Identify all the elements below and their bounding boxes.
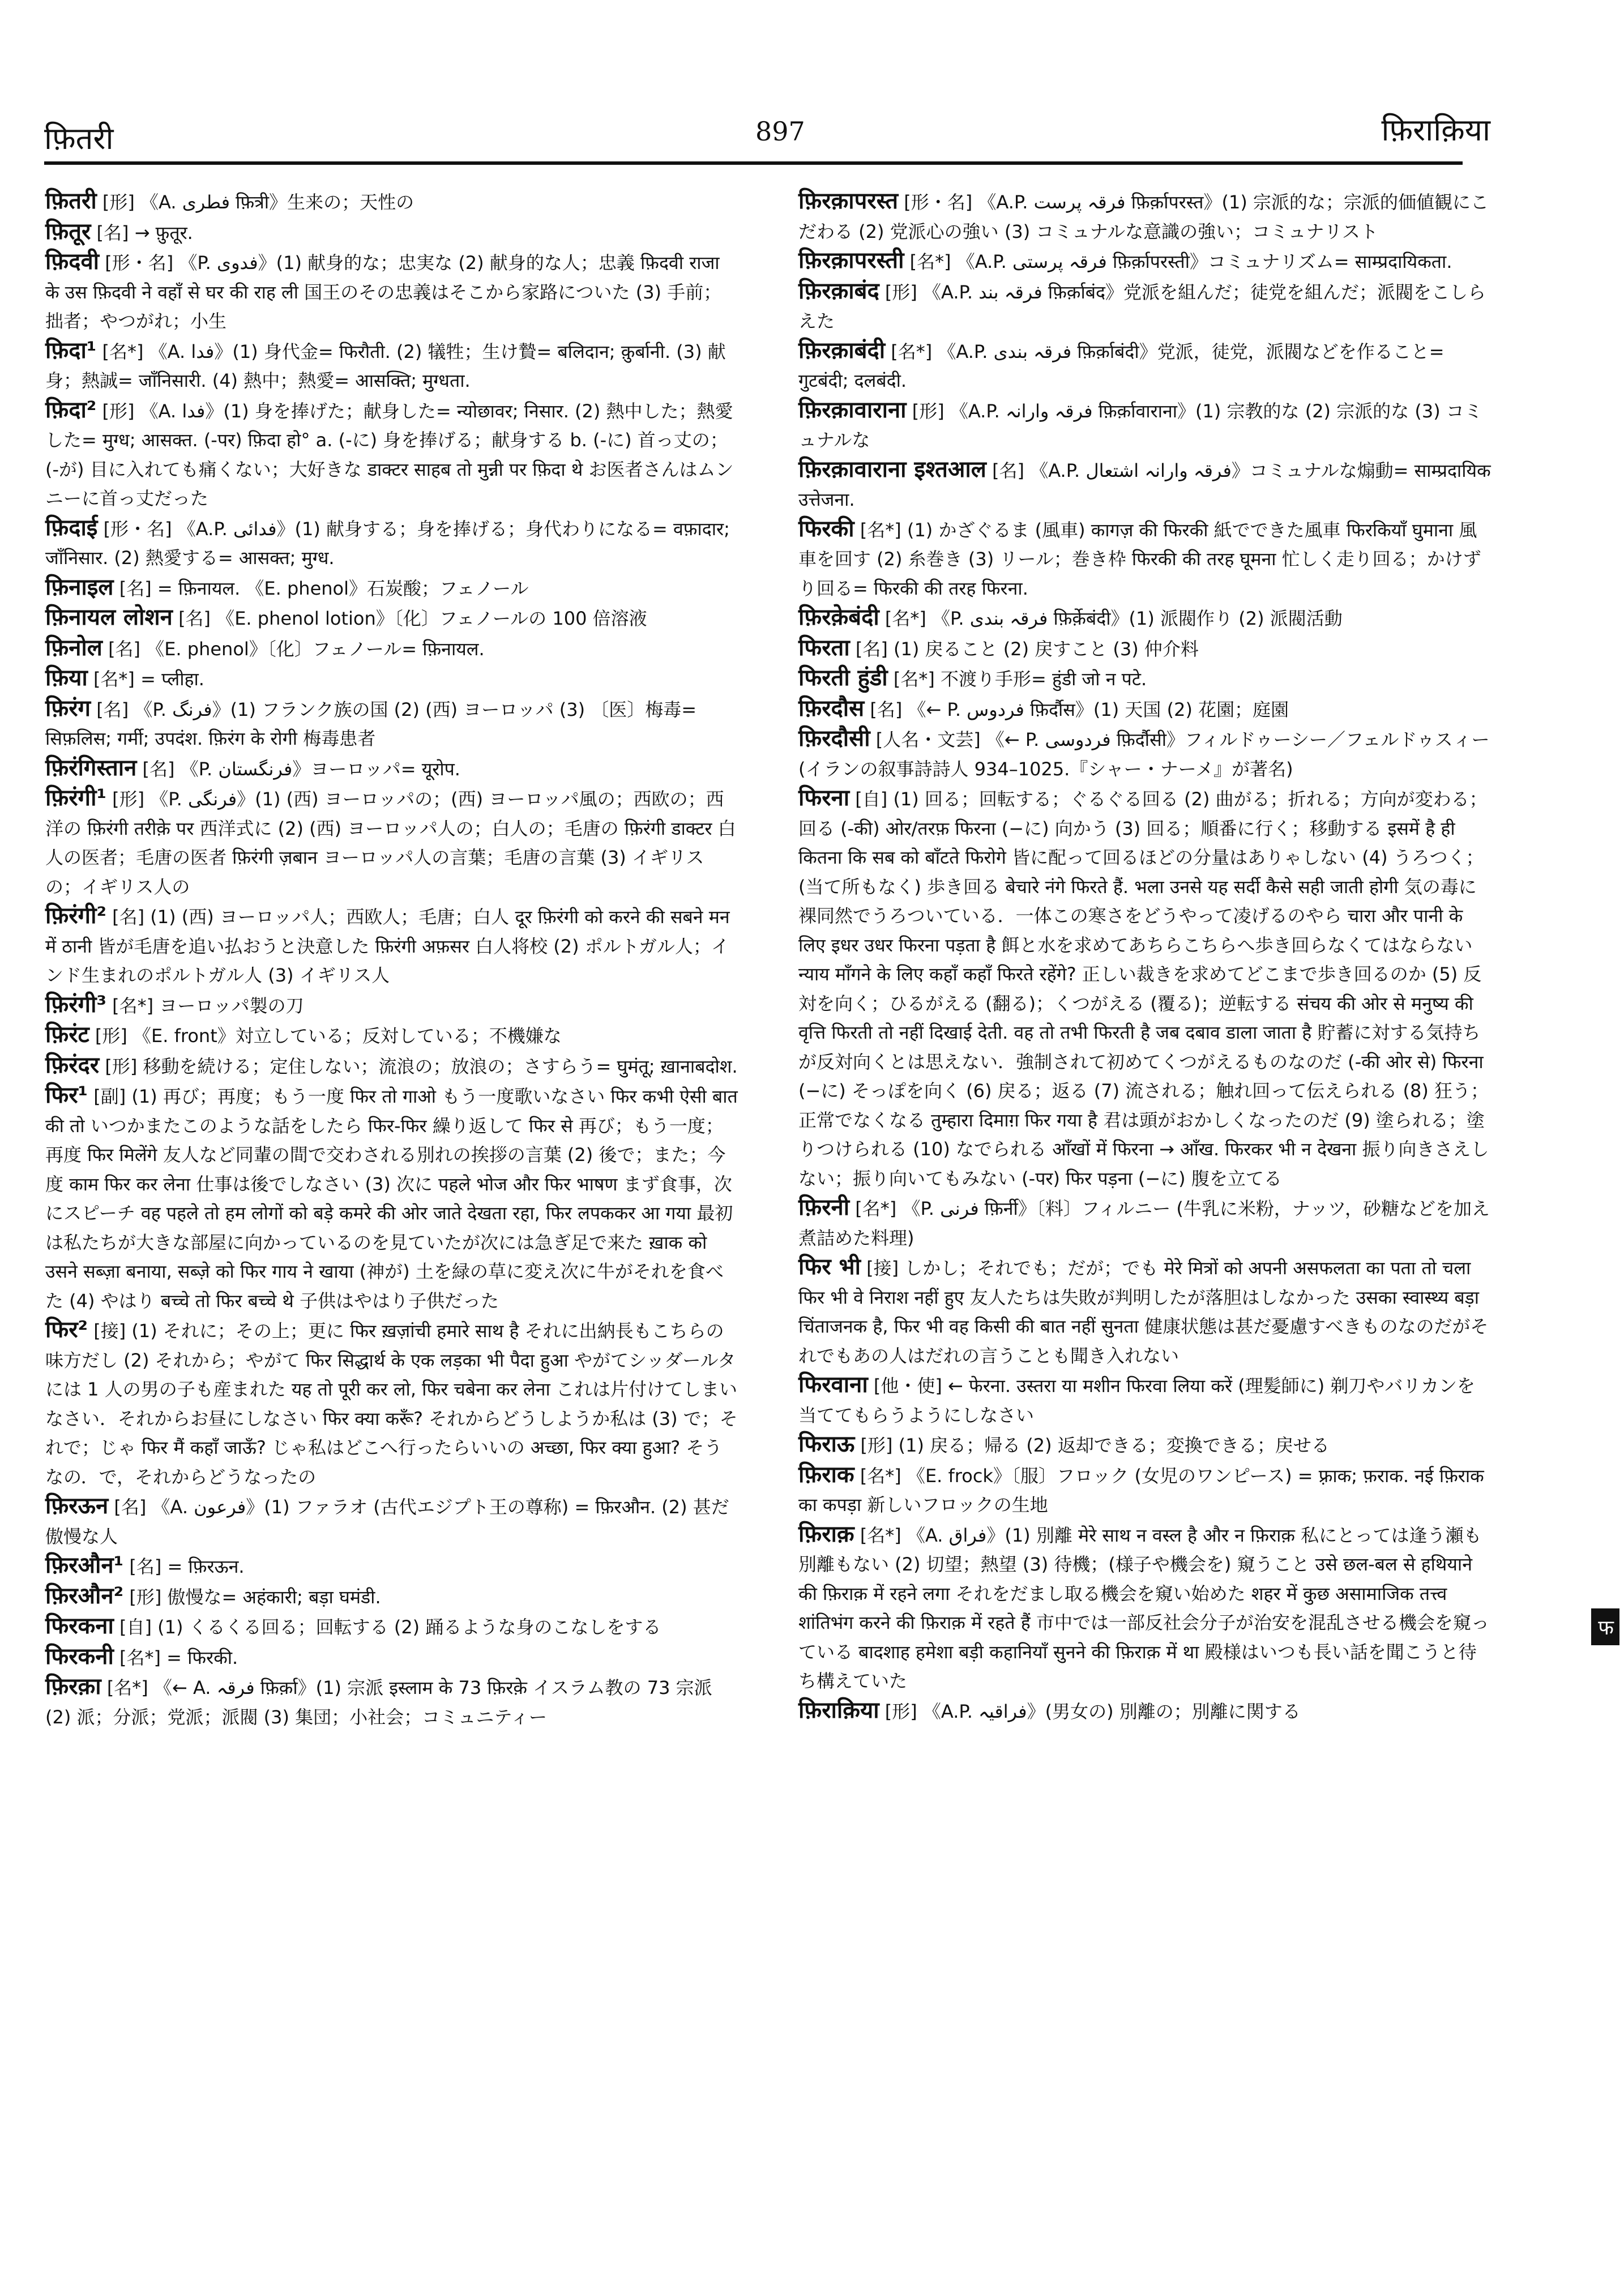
entry-definition: [名] 《← P. فردوس फ़िर्दौस》(1) 天国 (2) 花園；庭園 [864, 698, 1289, 720]
dictionary-entry [45, 1612, 739, 1642]
dictionary-entry [45, 336, 739, 396]
entry-headword: फ़िरक़ावाराना इश्तआल [798, 456, 986, 483]
entry-definition: [形] 《E. front》対立している；反対している；不機嫌な [89, 1025, 562, 1047]
entry-definition: [名*] = फिरकी. [113, 1646, 238, 1668]
dictionary-entry [45, 784, 739, 902]
dictionary-entry [45, 1551, 739, 1582]
dictionary-entry [798, 1520, 1492, 1696]
thumb-index-label: फ [1598, 1616, 1614, 1640]
entry-headword: फ़िनाइल [45, 574, 114, 600]
entry-headword: फ़िरंगिस्तान [45, 754, 137, 781]
entry-definition: [形] 《P. فرنگی》(1) (西) ヨーロッパの；(西) ヨーロッパ風の；西欧の；西洋の फ़िरंगी तरीक़े पर 西洋式に (2) (西) ヨーロッパ人の；白人の；毛唐の फ़िरंगी डाक्टर 白人の医者；毛唐の医者 फ़िरंगी ज़बान ヨーロッパ人の言葉；毛唐の言葉 (3) イギリスの；イギリス人の [45, 788, 736, 898]
entry-definition: [名] (1) (西) ヨーロッパ人；西欧人；毛唐；白人 दूर फ़िरंगी को करने की सबने मन में ठानी 皆が毛唐を追い払おうと決意した फ़िरंगी अफ़सर 白人将校 (2) ポルトガル人；インド生まれのポルトガル人 (3) イギリス人 [45, 906, 730, 986]
entry-definition: [形・名] 《A.P. فدائی》(1) 献身する；身を捧げる；身代わりになる= वफ़ादार; जाँनिसार. (2) 熱愛する= आसक्त; मुग्ध. [45, 518, 730, 569]
dictionary-entry [798, 396, 1492, 455]
entry-headword: फ़ितूर [45, 218, 91, 245]
dictionary-entry [798, 664, 1492, 694]
dictionary-entry [45, 514, 739, 573]
entry-definition: [形・名] 《A.P. فرقہ پرست फ़िर्क़ापरस्त》(1) 宗派的な；宗派的価値観にこだわる (2) 党派心の強い (3) コミュナルな意識の強い；コミュナリスト [798, 191, 1489, 242]
dictionary-entry [45, 603, 739, 634]
dictionary-entry [798, 246, 1492, 277]
entry-definition: [自] (1) 回る；回転する；ぐるぐる回る (2) 曲がる；折れる；方向が変わる；回る (-की) ओर/तरफ़ फिरना (−に) 向かう (3) 回る；順番に行く；移動する इसमें है ही कितना कि सब को बाँटते फिरोगे 皆に配って回るほどの分量はありゃしない (4) うろつく；(当て所もなく) 歩き回る बेचारे नंगे फिरते हैं. भला उनसे यह सर्दी कैसे सही जाती होगी 気の毒に裸同然でうろついている．一体この寒さをどうやって凌げるのやら चारा और पानी के लिए इधर उधर फिरना पड़ता है 餌と水を求めてあちらこちらへ歩き回らなくてはならない न्याय माँगने के लिए कहाँ कहाँ फिरते रहेंगे? 正しい裁きを求めてどこまで歩き回るのか (5) 反対を向く；ひるがえる (翻る)；くつがえる (覆る)；逆転する संचय की ओर से मनुष्य की वृत्ति फिरती तो नहीं दिखाई देती. वह तो तभी फिरती है जब दबाव डाला जाता है 貯蓄に対する気持ちが反対向くとは思えない．強制されて初めてくつがえるものなのだ (-की ओर से) फिरना (−に) そっぽを向く (6) 戻る；返る (7) 流される；触れ回って伝えられる (8) 狂う；正常でなくなる तुम्हारा दिमाग़ फिर गया है 君は頭がおかしくなったのだ (9) 塗られる；塗りつけられる (10) なでられる आँखों में फिरना → आँख. फिरकर भी न देखना 振り向きさえしない；振り向いてもみない (-पर) फिर पड़ना (−に) 腹を立てる [798, 788, 1489, 1189]
entry-definition: [名] (1) 戻ること (2) 戻すこと (3) 仲介料 [849, 638, 1199, 660]
entry-headword: फिरकी [798, 515, 854, 542]
header-right-guide-word: फ़िराक़िया [1381, 112, 1490, 148]
page-number: 897 [755, 116, 805, 147]
dictionary-entry [798, 724, 1492, 784]
entry-headword: फ़िदा¹ [45, 337, 97, 364]
entry-headword: फिराऊ [798, 1431, 855, 1457]
dictionary-entry [45, 1672, 739, 1732]
entry-headword: फ़िराक़ [798, 1521, 854, 1547]
dictionary-entry [45, 1051, 739, 1082]
entry-headword: फिरवाना [798, 1372, 868, 1398]
entry-definition: [名*] (1) かざぐるま (風車) कागज़ की फिरकी 紙でできた風車 फिरकियाँ घुमाना 風車を回す (2) 糸巻き (3) リール；巻き枠 फिरकी की तरह घूमना 忙しく走り回る；かけずり回る= फिरकी की तरह फिरना. [798, 519, 1481, 599]
entry-definition: [名] 《A.P. فرقہ وارانہ اشتعال》コミュナルな煽動= साम्प्रदायिक उत्तेजना. [798, 459, 1491, 510]
entry-definition: [名*] 《P. فرقہ بندی फ़िर्क़ेबंदी》(1) 派閥作り (2) 派閥活動 [879, 608, 1343, 629]
entry-headword: फिरकनी [45, 1643, 114, 1670]
entry-headword: फ़िरऔन¹ [45, 1552, 124, 1578]
dictionary-entry [45, 1642, 739, 1673]
dictionary-entry [798, 455, 1492, 515]
dictionary-entry [45, 1081, 739, 1316]
dictionary-entry [45, 1492, 739, 1551]
entry-headword: फ़िदा² [45, 396, 97, 423]
dictionary-entry [798, 1371, 1492, 1430]
entry-definition: [名] = फ़िनायल. 《E. phenol》石炭酸；フェノール [113, 577, 529, 599]
entry-headword: फ़िरऊन [45, 1493, 109, 1519]
entry-headword: फ़िरक़ाबंद [798, 278, 879, 304]
dictionary-entry [45, 754, 739, 784]
entry-headword: फिरता [798, 634, 850, 661]
entry-headword: फ़िदाई [45, 514, 98, 541]
entry-definition: [自] (1) くるくる回る；回転する (2) 踊るような身のこなしをする [113, 1616, 661, 1638]
entry-definition: [接] しかし；それでも；だが；でも मेरे मित्रों को अपनी असफलता का पता तो चला फिर भी वे निराश नहीं हुए 友人たちは失敗が判明したが落胆はしなかった उसका स्वास्थ्य बड़ा चिंताजनक है, फिर भी वह किसी की बात नहीं सुनता 健康状態は甚だ憂慮すべきものなのだがそれでもあの人はだれの言うことも聞き入れない [798, 1257, 1489, 1367]
entry-definition: [名*] 《A. فراق》(1) 別離 मेरे साथ न वस्ल है और न फ़िराक़ 私にとっては逢う瀬も別離もない (2) 切望；熱望 (3) 待機；(様子や機会を) 窺うこと उसे छल-बल से हथियाने की फ़िराक़ में रहने लगा それをだまし取る機会を窺い始めた शहर में कुछ असामाजिक तत्त्व शांतिभंग करने की फ़िराक़ में रहते हैं 市中では一部反社会分子が治安を混乱させる機会を窺っている बादशाह हमेशा बड़ी कहानियाँ सुनने की फ़िराक़ में था 殿様はいつも長い話を聞こうと待ち構えていた [798, 1524, 1489, 1692]
entry-definition: [他・使] ← फेरना. उस्तरा या मशीन फिरवा लिया करें (理髪師に) 剃刀やバリカンを当ててもらうようにしなさい [798, 1375, 1476, 1426]
entry-definition: [名] 《E. phenol》〔化〕フェノール= फ़िनायल. [102, 638, 485, 660]
entry-headword: फ़िरक़ाबंदी [798, 337, 886, 364]
entry-definition: [形] 《A. فطری फ़ित्री》生来の；天性の [96, 191, 414, 213]
dictionary-entry [798, 336, 1492, 396]
dictionary-entry [798, 1193, 1492, 1253]
entry-definition: [形] (1) 戻る；帰る (2) 返却できる；変換できる；戻せる [854, 1435, 1330, 1456]
entry-headword: फिर भी [798, 1254, 861, 1280]
dictionary-entry [45, 694, 739, 754]
entry-definition: [形] 傲慢な= अहंकारी; बड़ा घमंडी. [123, 1586, 381, 1608]
entry-definition: [形] 《A. فدا》(1) 身を捧げた；献身した= न्योछावर; निसार. (2) 熱中した；熱愛した= मुग्ध; आसक्त. (-पर) फ़िदा हो° a. (-に) 身を捧げる；献身する b. (-に) 首っ丈の；(-が) 目に入れても痛くない；大好きな डाक्टर साहब तो मुन्नी पर फ़िदा थे お医者さんはムンニーに首っ丈だった [45, 400, 734, 509]
entry-headword: फ़िया [45, 665, 88, 691]
dictionary-entry [45, 187, 739, 217]
entry-definition: [名] = फ़िरऊन. [123, 1556, 245, 1577]
dictionary-entry [798, 634, 1492, 664]
entry-headword: फ़िरक़ेबंदी [798, 604, 879, 630]
dictionary-entry [45, 1316, 739, 1492]
dictionary-entry [798, 1461, 1492, 1520]
entry-definition: [形・名] 《P. فدوی》(1) 献身的な；忠実な (2) 献身的な人；忠義 फ़िदवी राजा के उस फ़िदवी ने वहाँ से घर की राह ली 国王のその忠義はそこから家路についた (3) 手前；拙者；やつがれ；小生 [45, 252, 722, 332]
entry-headword: फ़िरंदर [45, 1052, 100, 1078]
left-column [45, 187, 739, 1732]
dictionary-entry [798, 187, 1492, 246]
entry-definition: [名*] 《P. فرنی फ़िर्नी》〔料〕フィルニー (牛乳に米粉，ナッツ，砂糖などを加え煮詰めた料理) [798, 1198, 1490, 1249]
entry-headword: फ़िरंगी² [45, 903, 106, 929]
entry-headword: फ़िरक़ा [45, 1674, 101, 1700]
dictionary-entry [798, 784, 1492, 1193]
entry-headword: फ़िदवी [45, 249, 100, 275]
entry-headword: फ़िरक़ापरस्त [798, 188, 899, 214]
dictionary-entry [798, 277, 1492, 336]
dictionary-entry [798, 1696, 1492, 1727]
dictionary-entry [798, 603, 1492, 634]
entry-definition: [名*] 《← A. فرقہ फ़िर्क़ा》(1) 宗派 इस्लाम के 73 फ़िरक़े イスラム教の 73 宗派 (2) 派；分派；党派；派閥 (3) 集団；小社会；コミュニティー [45, 1677, 712, 1728]
entry-headword: फिरती हुंडी [798, 665, 888, 691]
entry-headword: फ़िरनी [798, 1194, 850, 1220]
entry-headword: फिरना [798, 785, 850, 811]
entry-definition: [名*] 《A. فدا》(1) 身代金= फिरौती. (2) 犠牲；生け贄= बलिदान; क़ुर्बानी. (3) 献身；熱誠= जाँनिसारी. (4) 熱中；熱愛= आसक्ति; मुग्धता. [45, 340, 726, 391]
entry-definition: [形] 《A.P. فرقہ بند फ़िर्क़ाबंद》党派を組んだ；徒党を組んだ；派閥をこしらえた [798, 281, 1486, 332]
entry-headword: फ़िरदौसी [798, 725, 870, 752]
dictionary-entry [798, 515, 1492, 604]
entry-definition: [名*] 《A.P. فرقہ پرستی फ़िर्क़ापरस्ती》コミュナリズム= साम्प्रदायिकता. [904, 251, 1452, 272]
dictionary-entry [45, 247, 739, 336]
entry-headword: फ़ितरी [45, 188, 97, 214]
dictionary-entry [45, 217, 739, 248]
entry-headword: फ़िनोल [45, 634, 102, 661]
header-rule [44, 161, 1463, 165]
entry-definition: [名] 《E. phenol lotion》〔化〕フェノールの 100 倍溶液 [172, 608, 647, 629]
dictionary-entry [45, 1582, 739, 1612]
page-header [0, 96, 1624, 159]
entry-headword: फ़िरदौस [798, 695, 865, 722]
entry-definition: [形] 《A.P. فراقیہ》(男女の) 別離の；別離に関する [879, 1700, 1301, 1722]
header-left-guide-word: फ़ितरी [44, 121, 114, 156]
entry-headword: फ़िरक़ावाराना [798, 396, 907, 423]
entry-headword: फिर¹ [45, 1082, 88, 1108]
entry-definition: [形] 移動を続ける；定住しない；流浪の；放浪の；さすらう= घुमंतू; ख़ानाबदोश. [99, 1055, 738, 1077]
dictionary-entry [45, 991, 739, 1021]
entry-definition: [人名・文芸] 《← P. فردوسی फ़िर्दौसी》フィルドゥーシー／フェルドゥスィー (イランの叙事詩詩人 934–1025.『シャー・ナーメ』が著名) [798, 729, 1490, 780]
entry-definition: [名*] = प्लीहा. [87, 668, 204, 690]
entry-definition: [名*] 不渡り手形= हुंडी जो न पटे. [887, 668, 1147, 690]
entry-definition: [副] (1) 再び；再度；もう一度 फिर तो गाओ もう一度歌いなさい फिर कभी ऐसी बात की तो いつかまたこのような話をしたら फिर-फिर 繰り返して फिर से 再び；もう一度；再度 फिर मिलेंगे 友人など同輩の間で交わされる別れの挨拶の言葉 (2) 後で；また；今度 काम फिर कर लेना 仕事は後でしなさい (3) 次に पहले भोज और फिर भाषण まず食事，次にスピーチ वह पहले तो हम लोगों को बड़े कमरे की ओर जाते देखता रहा, फिर लपककर आ गया 最初は私たちが大きな部屋に向かっているのを見ていたが次には急ぎ足で来た ख़ाक को उसने सब्ज़ा बनाया, सब्ज़े को फिर गाय ने खाया (神が) 土を緑の草に変え次に牛がそれを食べた (4) やはり बच्चे तो फिर बच्चे थे 子供はやはり子供だった [45, 1086, 738, 1312]
entry-definition: [名*] ヨーロッパ製の刀 [106, 995, 304, 1017]
dictionary-entry [45, 396, 739, 514]
entry-headword: फ़िराक़िया [798, 1697, 879, 1723]
thumb-index-tab [1591, 1608, 1619, 1645]
dictionary-entry [45, 573, 739, 604]
entry-definition: [名] 《P. فرنگستان》ヨーロッパ= यूरोप. [136, 758, 460, 780]
dictionary-entry [45, 634, 739, 664]
dictionary-entry [45, 664, 739, 694]
entry-headword: फ़िनायल लोशन [45, 604, 173, 630]
entry-headword: फ़िराक [798, 1461, 854, 1488]
entry-headword: फ़िरंगी¹ [45, 785, 106, 811]
entry-definition: [名*] 《E. frock》〔服〕フロック (女児のワンピース) = फ़्राक; फ़राक. नई फ़िराक का कपड़ा 新しいフロックの生地 [798, 1465, 1484, 1516]
entry-headword: फ़िरंट [45, 1022, 89, 1048]
entry-definition: [名] 《P. فرنگ》(1) フランク族の国 (2) (西) ヨーロッパ (3) 〔医〕梅毒= सिफ़लिस; गर्मी; उपदंश. फ़िरंग के रोगी 梅毒患者 [45, 698, 697, 749]
entry-definition: [名] → फ़ुतूर. [91, 221, 193, 244]
entry-headword: फ़िरंगी³ [45, 991, 106, 1018]
dictionary-entry [798, 1253, 1492, 1371]
entry-headword: फिर² [45, 1317, 88, 1343]
dictionary-entry [45, 902, 739, 991]
dictionary-entry [45, 1021, 739, 1051]
entry-definition: [形] 《A.P. فرقہ وارانہ फ़िर्क़ावाराना》(1) 宗教的な (2) 宗派的な (3) コミュナルな [798, 400, 1482, 451]
entry-headword: फ़िरंग [45, 695, 91, 722]
right-column [798, 187, 1492, 1726]
entry-headword: फ़िरक़ापरस्ती [798, 247, 904, 274]
dictionary-entry [798, 1430, 1492, 1461]
entry-headword: फिरकना [45, 1613, 114, 1639]
entry-headword: फ़िरऔन² [45, 1582, 124, 1609]
entry-definition: [名] 《A. فرعون》(1) ファラオ (古代エジプト王の尊称) = फ़िरऔन. (2) 甚だ傲慢な人 [45, 1496, 729, 1547]
dictionary-entry [798, 694, 1492, 725]
entry-definition: [接] (1) それに；その上；更に फिर ख़ज़ांची हमारे साथ है それに出納長もこちらの味方だし (2) それから；やがて फिर सिद्धार्थ के एक लड़का भी पैदा हुआ やがてシッダールタには 1 人の男の子も産まれた यह तो पूरी कर लो, फिर चबेना कर लेना これは片付けてしまいなさい．それからお昼にしなさい फिर क्या करूँ? それからどうしようか私は (3) で；それで；じゃ फिर मैं कहाँ जाऊँ? じゃ私はどこへ行ったらいいの अच्छा, फिर क्या हुआ? そうなの．で，それからどうなったの [45, 1320, 738, 1488]
entry-definition: [名*] 《A.P. فرقہ بندی फ़िर्क़ाबंदी》党派，徒党，派閥などを作ること= गुटबंदी; दलबंदी. [798, 340, 1444, 391]
